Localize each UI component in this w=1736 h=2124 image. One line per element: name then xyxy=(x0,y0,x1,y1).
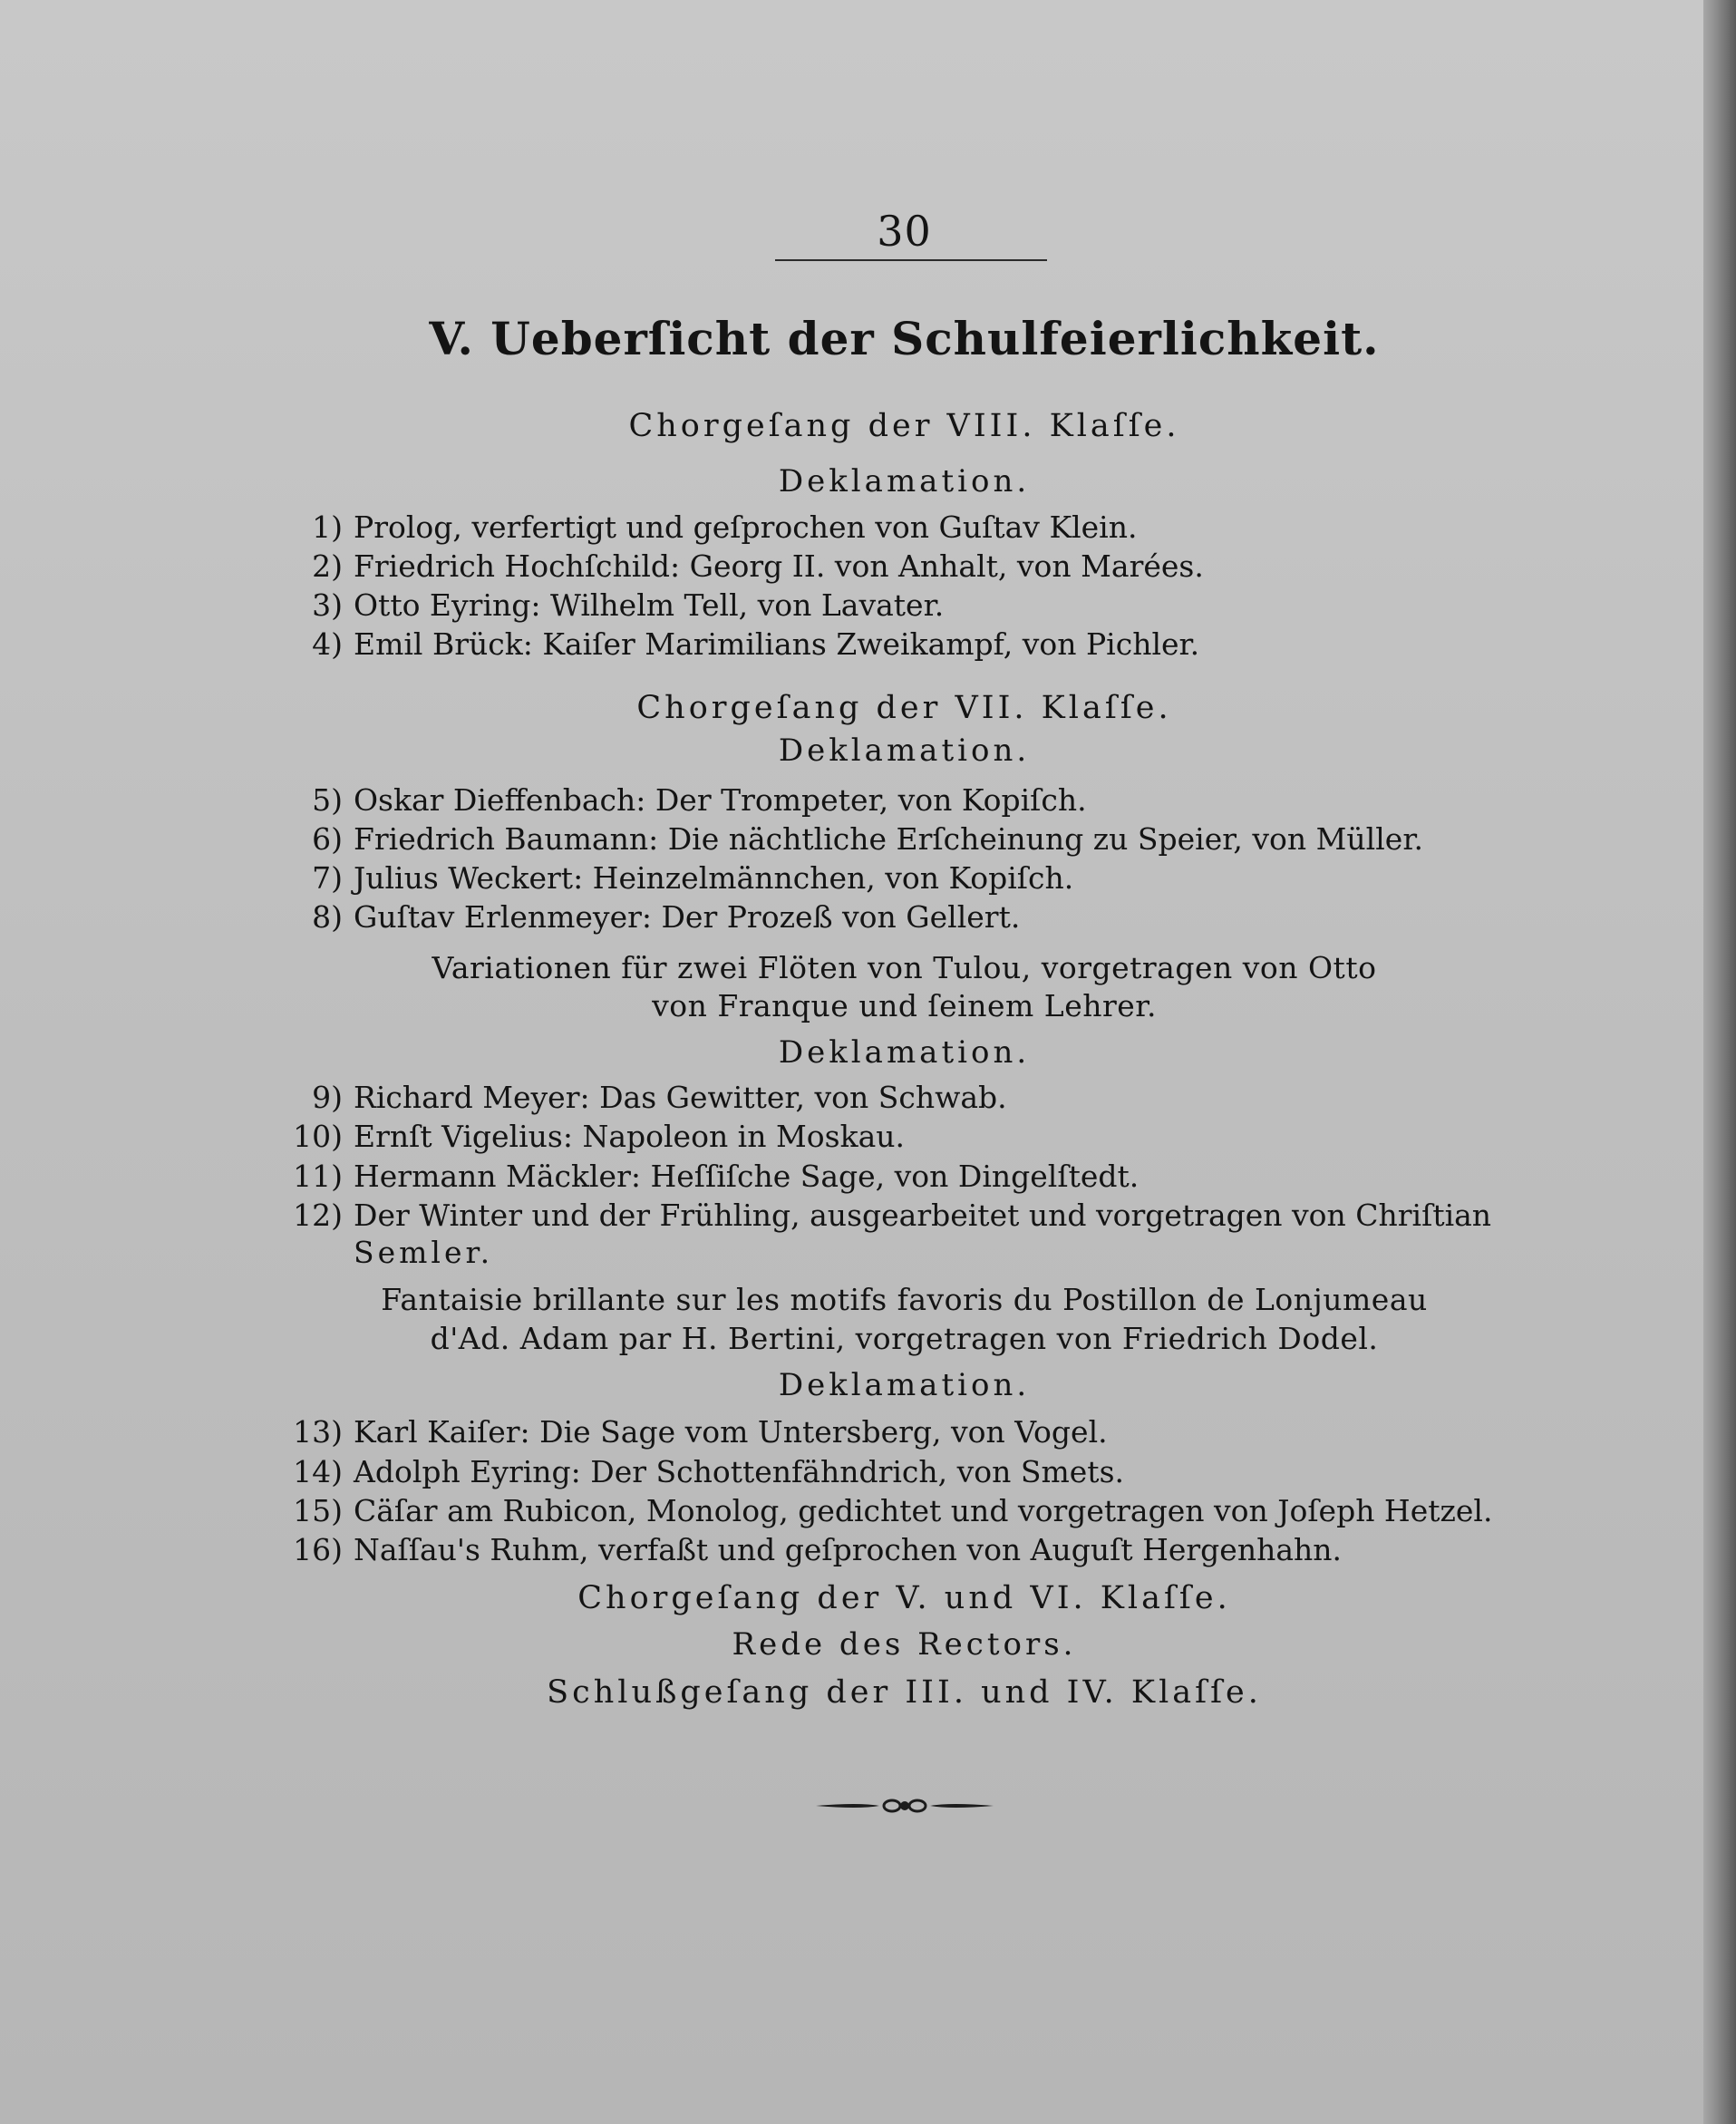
item-text: Richard Meyer: Das Gewitter, von Schwab. xyxy=(354,1080,1007,1115)
item-number: 11) xyxy=(293,1159,343,1194)
program-item xyxy=(272,860,1559,896)
program-item xyxy=(272,1198,1559,1233)
item-number: 4) xyxy=(312,626,343,662)
choir-viii-line: Chorgeſang der VIII. Klaſſe. xyxy=(628,408,1180,444)
item-text: Adolph Eyring: Der Schottenfähndrich, von Smets. xyxy=(354,1454,1124,1489)
variations-line-1: Variationen für zwei Flöten von Tulou, vorgetragen von Otto xyxy=(432,950,1377,985)
item-continuation: Semler. xyxy=(354,1235,494,1270)
program-item xyxy=(272,821,1559,857)
item-text: Naſſau's Ruhm, verfaßt und geſprochen von Auguſt Hergenhahn. xyxy=(354,1532,1343,1567)
ornament-divider-icon xyxy=(814,1794,995,1818)
rector-speech-line: Rede des Rectors. xyxy=(732,1626,1077,1663)
declamation-heading: Deklamation. xyxy=(778,1367,1031,1403)
item-text: Ernſt Vigelius: Napoleon in Moskau. xyxy=(354,1119,905,1154)
closing-song-line: Schlußgeſang der III. und IV. Klaſſe. xyxy=(547,1674,1262,1711)
program-item xyxy=(272,1454,1559,1489)
item-number: 7) xyxy=(312,860,343,896)
item-number: 16) xyxy=(293,1532,343,1567)
declamation-heading: Deklamation. xyxy=(778,463,1031,499)
variations-line-2: von Franque und ſeinem Lehrer. xyxy=(652,988,1157,1023)
program-item xyxy=(272,899,1559,935)
item-number: 15) xyxy=(293,1493,343,1528)
program-item xyxy=(272,1414,1559,1450)
item-text: Prolog, verfertigt und geſprochen von Guſtav Klein. xyxy=(354,509,1138,545)
item-text: Otto Eyring: Wilhelm Tell, von Lavater. xyxy=(354,587,945,623)
item-number: 3) xyxy=(312,587,343,623)
section-heading: V. Ueberſicht der Schulfeierlichkeit. xyxy=(429,312,1380,365)
item-number: 8) xyxy=(312,899,343,935)
program-item xyxy=(272,1159,1559,1194)
item-number: 9) xyxy=(312,1080,343,1115)
item-text: Oskar Dieffenbach: Der Trompeter, von Kopiſch. xyxy=(354,782,1087,818)
item-text: Cäſar am Rubicon, Monolog, gedichtet und vorgetragen von Joſeph Hetzel. xyxy=(354,1493,1493,1528)
item-number: 6) xyxy=(312,821,343,857)
item-number: 14) xyxy=(293,1454,343,1489)
program-item xyxy=(272,1080,1559,1115)
choir-vii-line: Chorgeſang der VII. Klaſſe. xyxy=(636,690,1172,726)
item-number: 10) xyxy=(293,1119,343,1154)
fantaisie-line-2: d'Ad. Adam par H. Bertini, vorgetragen von Friedrich Dodel. xyxy=(430,1321,1379,1356)
page-number: 30 xyxy=(877,207,932,256)
program-item xyxy=(272,1493,1559,1528)
item-text: Emil Brück: Kaiſer Marimilians Zweikampf, von Pichler. xyxy=(354,626,1200,662)
item-number: 13) xyxy=(293,1414,343,1450)
item-text: Der Winter und der Frühling, ausgearbeitet und vorgetragen von Chriſtian xyxy=(354,1198,1492,1233)
item-number: 1) xyxy=(312,509,343,545)
program-item xyxy=(272,782,1559,818)
program-item xyxy=(272,626,1559,662)
declamation-heading: Deklamation. xyxy=(778,732,1031,769)
item-number: 5) xyxy=(312,782,343,818)
item-number: 12) xyxy=(293,1198,343,1233)
program-item xyxy=(272,1532,1559,1567)
item-number: 2) xyxy=(312,548,343,584)
item-text: Guſtav Erlenmeyer: Der Prozeß von Gellert. xyxy=(354,899,1021,935)
header-rule xyxy=(775,259,1047,261)
item-text: Friedrich Hochſchild: Georg II. von Anhalt, von Marées. xyxy=(354,548,1204,584)
program-item xyxy=(272,548,1559,584)
item-text: Hermann Mäckler: Heſſiſche Sage, von Dingelſtedt. xyxy=(354,1159,1140,1194)
item-text: Friedrich Baumann: Die nächtliche Erſcheinung zu Speier, von Müller. xyxy=(354,821,1423,857)
declamation-heading: Deklamation. xyxy=(778,1034,1031,1071)
item-text: Julius Weckert: Heinzelmännchen, von Kopiſch. xyxy=(354,860,1074,896)
choir-v-vi-line: Chorgeſang der V. und VI. Klaſſe. xyxy=(577,1580,1231,1616)
program-item xyxy=(272,587,1559,623)
program-item xyxy=(272,509,1559,545)
item-text: Karl Kaiſer: Die Sage vom Untersberg, von Vogel. xyxy=(354,1414,1108,1450)
fantaisie-line-1: Fantaisie brillante sur les motifs favoris du Postillon de Lonjumeau xyxy=(381,1282,1428,1317)
program-item xyxy=(272,1119,1559,1154)
